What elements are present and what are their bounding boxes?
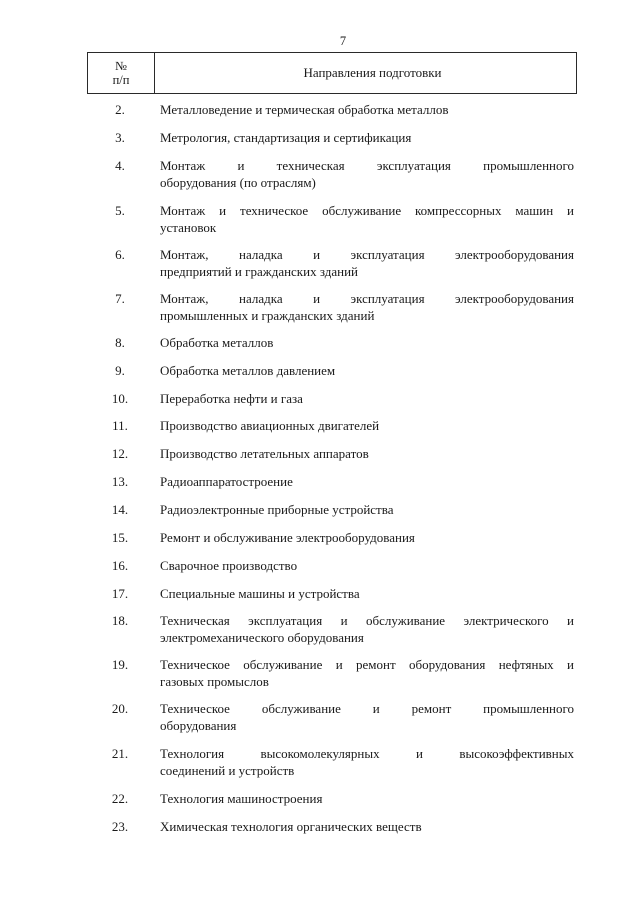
row-number: 13. [111, 474, 129, 489]
row-text-line: Сварочное производство [160, 558, 298, 573]
row-text [160, 612, 574, 646]
row-number: 10. [111, 391, 129, 406]
row-text [160, 129, 574, 146]
row-number: 11. [112, 418, 128, 433]
row-number: 8. [115, 335, 125, 350]
row-text-line: Монтаж, наладка и эксплуатация электрооборудования [160, 291, 574, 306]
row-text [160, 529, 574, 546]
page-number: 7 [339, 34, 347, 48]
row-text [160, 101, 574, 118]
row-number: 9. [115, 363, 125, 378]
row-number: 19. [111, 657, 129, 672]
row-text-line: Обработка металлов давлением [160, 363, 336, 378]
row-number: 2. [115, 102, 125, 117]
row-text [160, 246, 574, 280]
row-number: 7. [115, 291, 125, 306]
row-text-line: Техническое обслуживание и ремонт оборудования нефтяных и [160, 657, 574, 672]
row-text [160, 390, 574, 407]
header-title: Направления подготовки [303, 65, 442, 80]
row-text [160, 445, 574, 462]
row-number: 12. [111, 446, 129, 461]
row-text-line: Радиоэлектронные приборные устройства [160, 502, 394, 517]
row-text [160, 818, 574, 835]
row-text-line: промышленных и гражданских зданий [160, 308, 375, 323]
row-text-line: газовых промыслов [160, 674, 269, 689]
row-text-line: Технология высокомолекулярных и высокоэффективных [160, 746, 574, 761]
row-text-line: Монтаж и техническое обслуживание компрессорных машин и [160, 203, 574, 218]
row-text-line: Металловедение и термическая обработка металлов [160, 102, 449, 117]
row-number: 14. [111, 502, 129, 517]
row-text-line: Производство летательных аппаратов [160, 446, 369, 461]
row-text [160, 501, 574, 518]
row-text-line: соединений и устройств [160, 763, 295, 778]
row-text-line: оборудования [160, 718, 237, 733]
row-text [160, 290, 574, 324]
row-text-line: Химическая технология органических веществ [160, 819, 422, 834]
row-number: 17. [111, 586, 129, 601]
row-text [160, 700, 574, 734]
row-number: 21. [111, 746, 129, 761]
row-text-line: Монтаж и техническая эксплуатация промышленного [160, 158, 574, 173]
row-number: 4. [115, 158, 125, 173]
row-number: 16. [111, 558, 129, 573]
row-text [160, 157, 574, 191]
row-text-line: Техническое обслуживание и ремонт промышленного [160, 701, 574, 716]
row-text-line: Технология машиностроения [160, 791, 323, 806]
row-text-line: Производство авиационных двигателей [160, 418, 380, 433]
row-text-line: Метрология, стандартизация и сертификация [160, 130, 412, 145]
row-number: 18. [111, 613, 129, 628]
row-number: 3. [115, 130, 125, 145]
row-number: 22. [111, 791, 129, 806]
row-text [160, 202, 574, 236]
row-text [160, 362, 574, 379]
row-text [160, 473, 574, 490]
row-number: 15. [111, 530, 129, 545]
row-text-line: Монтаж, наладка и эксплуатация электрооборудования [160, 247, 574, 262]
row-text [160, 790, 574, 807]
row-text [160, 585, 574, 602]
row-text [160, 656, 574, 690]
row-text-line: Переработка нефти и газа [160, 391, 303, 406]
row-text [160, 557, 574, 574]
row-text [160, 417, 574, 434]
row-text-line: электромеханического оборудования [160, 630, 364, 645]
row-number: 5. [115, 203, 125, 218]
row-text [160, 745, 574, 779]
row-text-line: установок [160, 220, 217, 235]
header-number-abbrev: п/п [112, 73, 130, 87]
row-text-line: оборудования (по отраслям) [160, 175, 316, 190]
row-text-line: Ремонт и обслуживание электрооборудования [160, 530, 415, 545]
row-text [160, 334, 574, 351]
header-number-sign: № [115, 59, 127, 73]
row-number: 23. [111, 819, 129, 834]
row-text-line: Техническая эксплуатация и обслуживание электрического и [160, 613, 574, 628]
row-number: 6. [115, 247, 125, 262]
row-text-line: Обработка металлов [160, 335, 274, 350]
row-number: 20. [111, 701, 129, 716]
row-text-line: предприятий и гражданских зданий [160, 264, 358, 279]
row-text-line: Специальные машины и устройства [160, 586, 360, 601]
row-text-line: Радиоаппаратостроение [160, 474, 293, 489]
